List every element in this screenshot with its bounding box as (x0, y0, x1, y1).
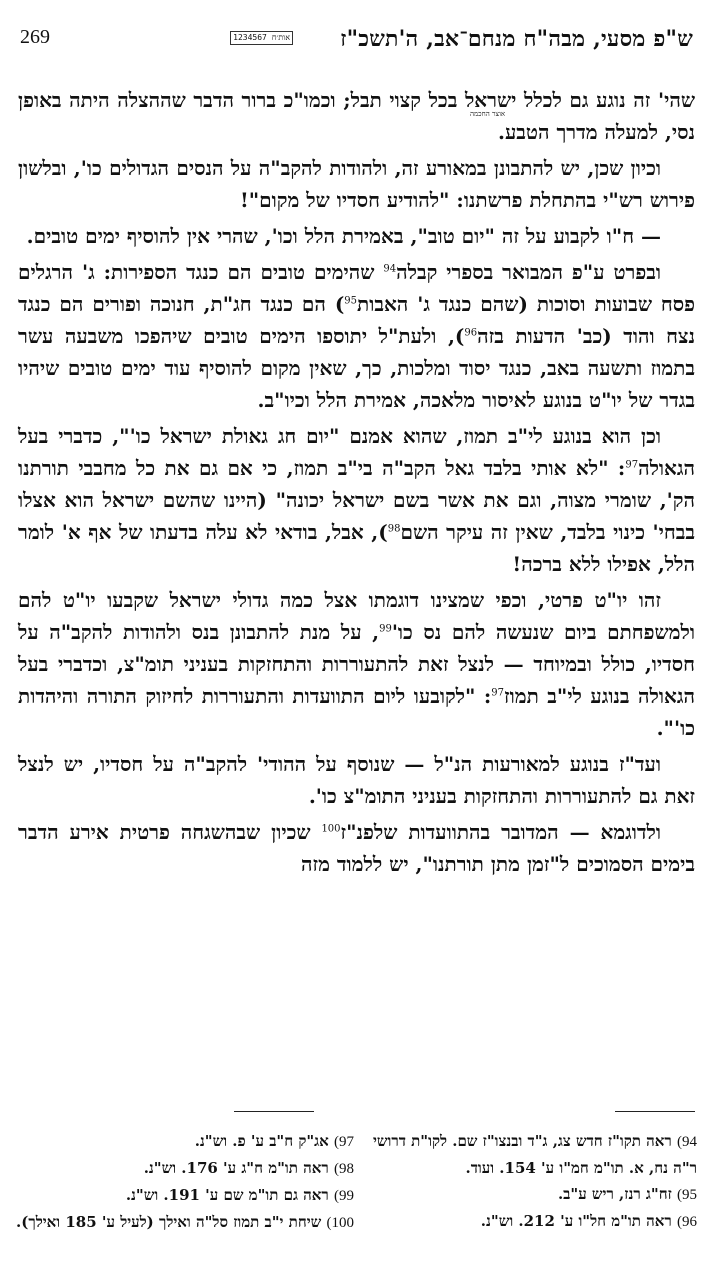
paragraph-2 (18, 152, 695, 216)
main-text (18, 84, 695, 884)
paragraph-4-text: ), ולעת"ל יתוספו הימים טובים שיהפכו משבעה עשר בתמוז ותשעה באב, כנגד יסוד ומלכות, כך, שאין מקום להוסיף עוד ימים טובים שיהיו בגדר של יו"ט בנוגע לאיסור מלאכה, אמירת הלל וכיו"ב. (18, 324, 695, 412)
page-number: 269 (20, 26, 50, 48)
footnote-text: זח"ג רנז, ריש ע"ב. (557, 1185, 672, 1203)
paragraph-6-text: : "לקובעו ליום התוועדות והתעוררות לחיזוק התורה והיהדות כו'". (18, 684, 695, 740)
paragraph-4-text: ) הם כנגד חג"ת, חנוכה ופורים הם כנגד נצח והוד (כב' הדעות בזה (18, 292, 695, 348)
footnote-separator-right (615, 1111, 695, 1112)
footnote-text: ראה תקו"ז חדש צג, ג"ד ובנצו"ז שם. לקו"ת דרושי ר"ה נח, א. תו"מ חמ"ו ע' 154. ועוד. (372, 1132, 697, 1177)
footnote-number: 96) (677, 1214, 697, 1230)
footnotes-right-column (359, 1128, 697, 1235)
footnotes-left-column (16, 1128, 354, 1236)
footnote-number: 98) (334, 1161, 354, 1177)
footnote-number: 94) (677, 1134, 697, 1150)
paragraph-8-text: שכיון שבהשגחה פרטית אירע הדבר בימים הסמוכים ל"זמן מתן תורתנו", יש ללמוד מזה (18, 820, 695, 876)
footnote-ref-96[interactable]: 96 (464, 327, 478, 339)
page-title: ש"פ מסעי, מבה"ח מנחם־אב, ה'תשכ"ז (340, 26, 693, 52)
watermark-note: אוצר החכמה (470, 110, 506, 118)
footnote-100 (16, 1209, 354, 1236)
footnote-95 (359, 1181, 697, 1208)
footnote-text: ראה תו"מ ח"ג ע' 176. וש"נ. (143, 1159, 329, 1177)
paragraph-8-text: ולדוגמא — המדובר בהתוועדות שלפנ"ז (340, 820, 661, 844)
footnote-ref-99[interactable]: 99 (379, 623, 392, 635)
footnote-text: ראה גם תו"מ שם ע' 191. וש"נ. (125, 1186, 329, 1204)
paragraph-8 (18, 816, 695, 880)
paragraph-4 (18, 256, 695, 416)
paragraph-5-text: ), אבל, בודאי לא עלה בדעתו של אף א' לומר הלל, אפילו ללא ברכה! (18, 520, 695, 576)
footnote-ref-97[interactable]: 97 (491, 687, 505, 699)
footnote-number: 97) (334, 1134, 354, 1150)
footnotes (16, 1128, 697, 1268)
footnote-96 (359, 1208, 697, 1235)
paragraph-6-text: זהו יו"ט פרטי, וכפי שמצינו דוגמתו אצל כמה גדולי ישראל שקבעו יו"ט להם ולמשפחתם ביום שנעשה להם נס כו' (18, 588, 695, 644)
footnote-99 (16, 1182, 354, 1209)
footnote-number: 100) (326, 1215, 354, 1231)
paragraph-5-text: : "לא אותי בלבד גאל הקב"ה בי"ב תמוז, כי אם גם את כל מחבבי תורתנו הק', שומרי מצוה, וגם את אשר בשם ישראל יכונה" (היינו שהשם ישראל הוא אצלו בבחי' כינוי בלבד, שאין זה עיקר השם (18, 456, 696, 544)
paragraph-7 (18, 748, 695, 812)
paragraph-4-text: ובפרט ע"פ המבואר בספרי קבלה (396, 260, 661, 284)
paragraph-2-text: וכיון שכן, יש להתבונן במאורע זה, ולהודות להקב"ה על הנסים הגדולים כו', ובלשון פירוש רש"י בהתחלת פרשתנו: "להודיע חסדיו של מקום"! (18, 156, 695, 212)
footnote-ref-94[interactable]: 94 (383, 263, 397, 275)
paragraph-7-text: ועד"ז בנוגע למאורעות הנ"ל — שנוסף על ההודי' להקב"ה על חסדיו, יש לנצל זאת גם להתעוררות והתחזקות בעניני התומ"צ כו'. (18, 752, 695, 808)
footnote-ref-95[interactable]: 95 (344, 295, 358, 307)
footnote-ref-100[interactable]: 100 (321, 823, 341, 835)
paragraph-6 (18, 584, 695, 744)
paragraph-6-text: , על מנת להתבונן בנס ולהודות להקב"ה על חסדיו, כולל ובמיוחד — לנצל זאת להתעוררות והתחזקות בעניני תומ"צ, וכדברי בעל הגאולה בנוגע לי"ב תמוז (18, 620, 695, 708)
paragraph-1-text: שהי' זה נוגע גם לכלל ישראל בכל קצוי תבל; וכמו"כ ברור הדבר שההצלה היתה באופן נסי, למעלה מדרך הטבע. (18, 88, 695, 144)
footnote-ref-98[interactable]: 98 (387, 523, 401, 535)
footnote-97 (16, 1128, 354, 1155)
footnote-ref-97[interactable]: 97 (625, 459, 639, 471)
footnote-separator-left (234, 1111, 314, 1112)
paragraph-1 (18, 84, 695, 148)
footnote-number: 95) (677, 1187, 697, 1203)
footnote-number: 99) (334, 1188, 354, 1204)
footnote-text: אג"ק ח"ב ע' פ. וש"נ. (194, 1132, 329, 1150)
page-header (20, 26, 693, 56)
footnote-98 (16, 1155, 354, 1182)
paragraph-4-text: שהימים טובים הם כנגד הספירות: ג' הרגלים פסח שבועות וסוכות (שהם כנגד ג' האבות (18, 260, 695, 316)
paragraph-5-text: וכן הוא בנוגע לי"ב תמוז, שהוא אמנם "יום חג גאולת ישראל כו'", כדברי בעל הגאולה (18, 424, 695, 480)
stamp-tag: אות׳ח 1234567 (230, 31, 293, 45)
footnote-text: ראה תו"מ חל"ו ע' 212. וש"נ. (480, 1212, 672, 1230)
paragraph-3 (18, 220, 695, 252)
footnote-94 (359, 1128, 697, 1181)
paragraph-3-text: — ח"ו לקבוע על זה "יום טוב", באמירת הלל וכו', שהרי אין להוסיף ימים טובים. (26, 224, 661, 248)
footnote-text: שיחת י"ב תמוז סל"ה ואילך (לעיל ע' 185 ואילך). (16, 1213, 322, 1231)
paragraph-5 (18, 420, 695, 580)
